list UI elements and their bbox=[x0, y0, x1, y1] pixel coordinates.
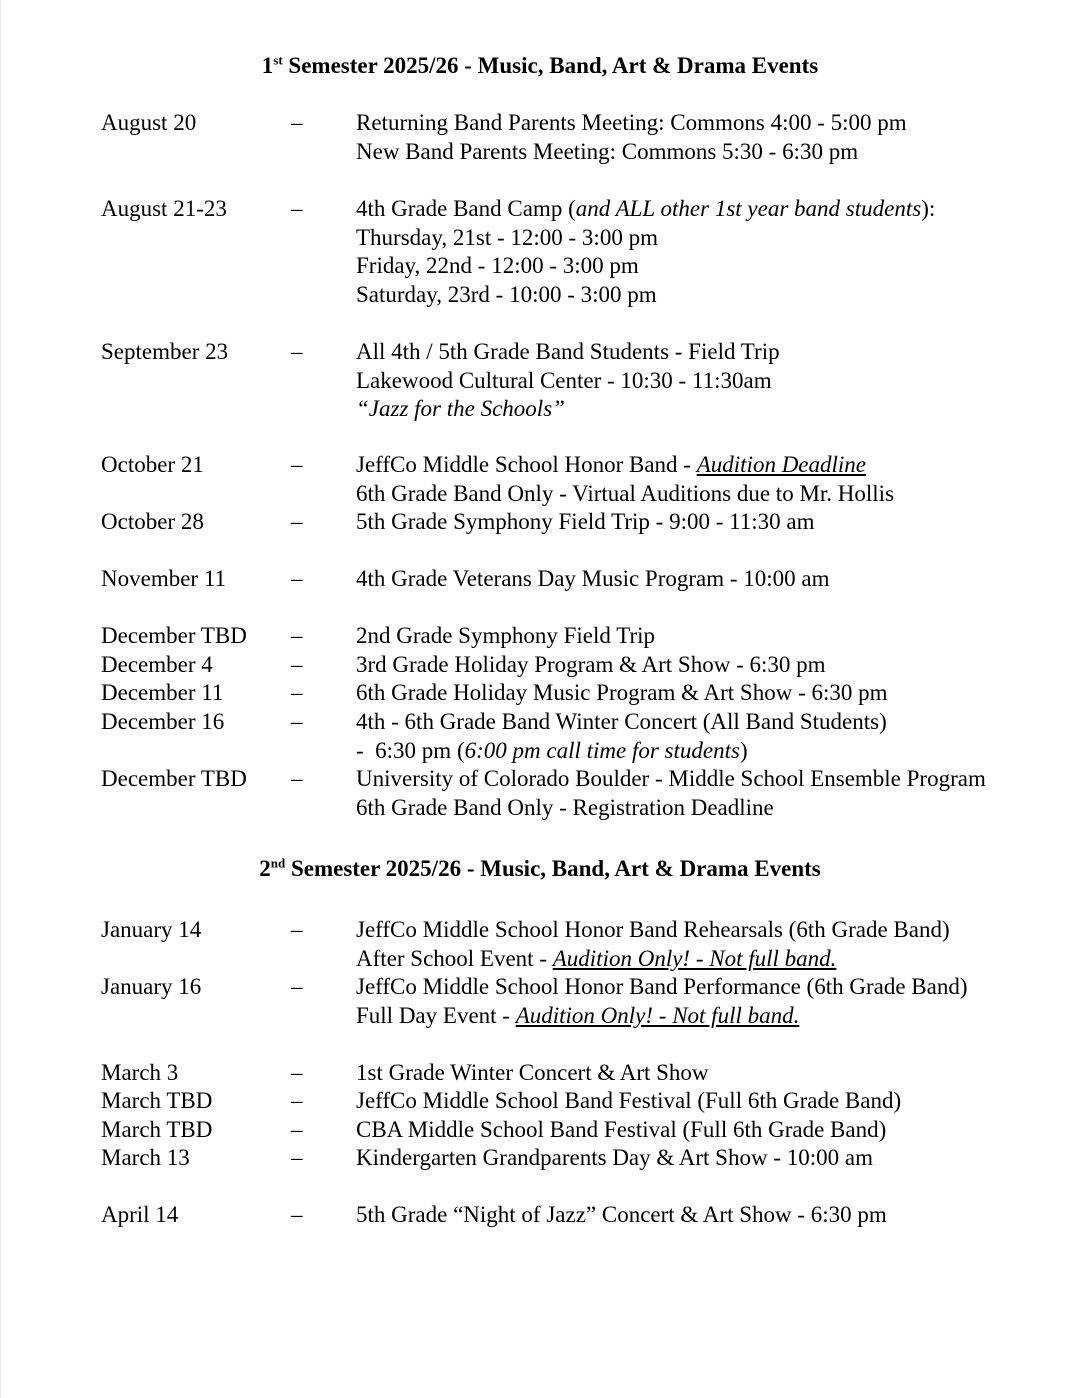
semester-1-title: Semester 2025/26 - Music, Band, Art & Drama Events bbox=[282, 53, 819, 78]
event-date: October 21 bbox=[101, 452, 204, 477]
event-text: Full Day Event - bbox=[356, 1002, 516, 1028]
event-line: 2nd Grade Symphony Field Trip bbox=[356, 623, 656, 648]
event-line: 4th Grade Veterans Day Music Program - 10:00 am bbox=[356, 566, 830, 591]
event-dash: – bbox=[291, 680, 303, 705]
event-description bbox=[356, 195, 935, 309]
event-text-italic: and ALL other 1st year band students bbox=[575, 196, 922, 221]
event-description bbox=[356, 1059, 709, 1088]
event-text: JeffCo Middle School Honor Band - bbox=[356, 452, 697, 477]
semester-2-title: Semester 2025/26 - Music, Band, Art & Drama Events bbox=[285, 856, 821, 881]
event-line bbox=[356, 451, 894, 480]
event-dash: – bbox=[291, 566, 303, 591]
event-date: April 14 bbox=[101, 1202, 179, 1227]
audition-deadline-text: Audition Deadline bbox=[696, 452, 866, 477]
audition-only-text: Audition Only! - Not full band. bbox=[515, 1002, 800, 1028]
page-edge bbox=[0, 0, 1, 1398]
event-date: December TBD bbox=[101, 623, 247, 648]
event-description bbox=[356, 765, 986, 822]
event-line: 6th Grade Band Only - Virtual Auditions due to Mr. Hollis bbox=[356, 480, 895, 506]
event-dash: – bbox=[291, 110, 303, 135]
event-dash: – bbox=[291, 1060, 303, 1085]
event-line: All 4th / 5th Grade Band Students - Field Trip bbox=[356, 339, 780, 364]
event-line: New Band Parents Meeting: Commons 5:30 - 6:30 pm bbox=[356, 138, 859, 164]
event-line: CBA Middle School Band Festival (Full 6th Grade Band) bbox=[356, 1117, 887, 1142]
event-description bbox=[356, 1087, 901, 1116]
event-dash: – bbox=[291, 652, 303, 677]
event-dash: – bbox=[291, 1117, 303, 1142]
event-line: 5th Grade Symphony Field Trip - 9:00 - 11:30 am bbox=[356, 509, 815, 534]
event-dash: – bbox=[291, 452, 303, 477]
event-date: March 3 bbox=[101, 1060, 179, 1085]
event-date: September 23 bbox=[101, 339, 229, 364]
semester-2-heading bbox=[0, 855, 1080, 883]
event-line: Kindergarten Grandparents Day & Art Show - 10:00 am bbox=[356, 1145, 873, 1170]
event-date: August 20 bbox=[101, 110, 197, 135]
event-description bbox=[356, 622, 655, 651]
event-dash: – bbox=[291, 339, 303, 364]
event-dash: – bbox=[291, 1088, 303, 1113]
event-date: March TBD bbox=[101, 1088, 213, 1113]
event-dash: – bbox=[291, 709, 303, 734]
event-date: January 16 bbox=[101, 974, 202, 999]
event-text: ) bbox=[739, 737, 748, 763]
event-date: August 21-23 bbox=[101, 196, 227, 221]
semester-1-ordinal: 1 bbox=[261, 53, 274, 78]
event-line: JeffCo Middle School Honor Band Performance (6th Grade Band) bbox=[356, 974, 968, 999]
event-dash: – bbox=[291, 1145, 303, 1170]
event-dash: – bbox=[291, 196, 303, 221]
event-text-italic: 6:00 pm call time for students bbox=[464, 737, 740, 763]
event-description bbox=[356, 1144, 873, 1173]
event-line: Saturday, 23rd - 10:00 - 3:00 pm bbox=[356, 281, 657, 307]
event-dash: – bbox=[291, 1202, 303, 1227]
event-dash: – bbox=[291, 917, 303, 942]
event-description bbox=[356, 916, 950, 973]
semester-2-ordinal: 2 bbox=[259, 856, 271, 881]
event-description bbox=[356, 679, 888, 708]
event-line: 4th - 6th Grade Band Winter Concert (All Band Students) bbox=[356, 709, 887, 734]
event-line bbox=[356, 195, 935, 224]
event-line: JeffCo Middle School Honor Band Rehearsals (6th Grade Band) bbox=[356, 917, 950, 942]
event-line: Lakewood Cultural Center - 10:30 - 11:30am bbox=[356, 367, 772, 393]
event-text: - 6:30 pm ( bbox=[356, 737, 465, 763]
event-line: Friday, 22nd - 12:00 - 3:00 pm bbox=[356, 253, 639, 278]
event-dash: – bbox=[291, 623, 303, 648]
event-description bbox=[356, 565, 830, 594]
event-description bbox=[356, 338, 780, 424]
event-line: University of Colorado Boulder - Middle School Ensemble Program bbox=[356, 766, 986, 791]
event-date: December TBD bbox=[101, 766, 247, 791]
event-line bbox=[356, 945, 950, 974]
event-line: “Jazz for the Schools” bbox=[356, 396, 565, 421]
event-line: 1st Grade Winter Concert & Art Show bbox=[356, 1060, 709, 1085]
event-dash: – bbox=[291, 974, 303, 999]
event-date: December 16 bbox=[101, 709, 225, 734]
event-line: Thursday, 21st - 12:00 - 3:00 pm bbox=[356, 224, 658, 250]
event-line bbox=[356, 737, 887, 766]
event-date: December 11 bbox=[101, 680, 224, 705]
semester-1-heading bbox=[0, 52, 1080, 80]
semester-1-ordinal-suffix: st bbox=[273, 52, 283, 68]
audition-only-text: Audition Only! - Not full band. bbox=[552, 945, 837, 971]
event-description bbox=[356, 1201, 887, 1230]
event-dash: – bbox=[291, 766, 303, 791]
event-line: 6th Grade Band Only - Registration Deadline bbox=[356, 794, 774, 820]
event-description bbox=[356, 973, 968, 1030]
event-text: 4th Grade Band Camp ( bbox=[356, 196, 576, 221]
event-date: March TBD bbox=[101, 1117, 213, 1142]
event-description bbox=[356, 651, 826, 680]
event-text: After School Event - bbox=[356, 945, 553, 971]
event-description bbox=[356, 708, 887, 765]
semester-2-ordinal-suffix: nd bbox=[270, 855, 286, 871]
event-date: December 4 bbox=[101, 652, 213, 677]
event-date: November 11 bbox=[101, 566, 226, 591]
event-date: January 14 bbox=[101, 917, 202, 942]
event-line: JeffCo Middle School Band Festival (Full 6th Grade Band) bbox=[356, 1088, 902, 1113]
event-description bbox=[356, 109, 907, 166]
event-date: March 13 bbox=[101, 1145, 190, 1170]
event-line: Returning Band Parents Meeting: Commons 4:00 - 5:00 pm bbox=[356, 110, 907, 135]
event-text: ): bbox=[921, 196, 936, 221]
event-line bbox=[356, 1002, 968, 1031]
event-line: 3rd Grade Holiday Program & Art Show - 6:30 pm bbox=[356, 652, 826, 677]
event-date: October 28 bbox=[101, 509, 204, 534]
event-line: 6th Grade Holiday Music Program & Art Show - 6:30 pm bbox=[356, 680, 888, 705]
event-description bbox=[356, 451, 894, 508]
event-description bbox=[356, 508, 815, 537]
event-dash: – bbox=[291, 509, 303, 534]
event-line: 5th Grade “Night of Jazz” Concert & Art Show - 6:30 pm bbox=[356, 1202, 887, 1227]
event-description bbox=[356, 1116, 886, 1145]
